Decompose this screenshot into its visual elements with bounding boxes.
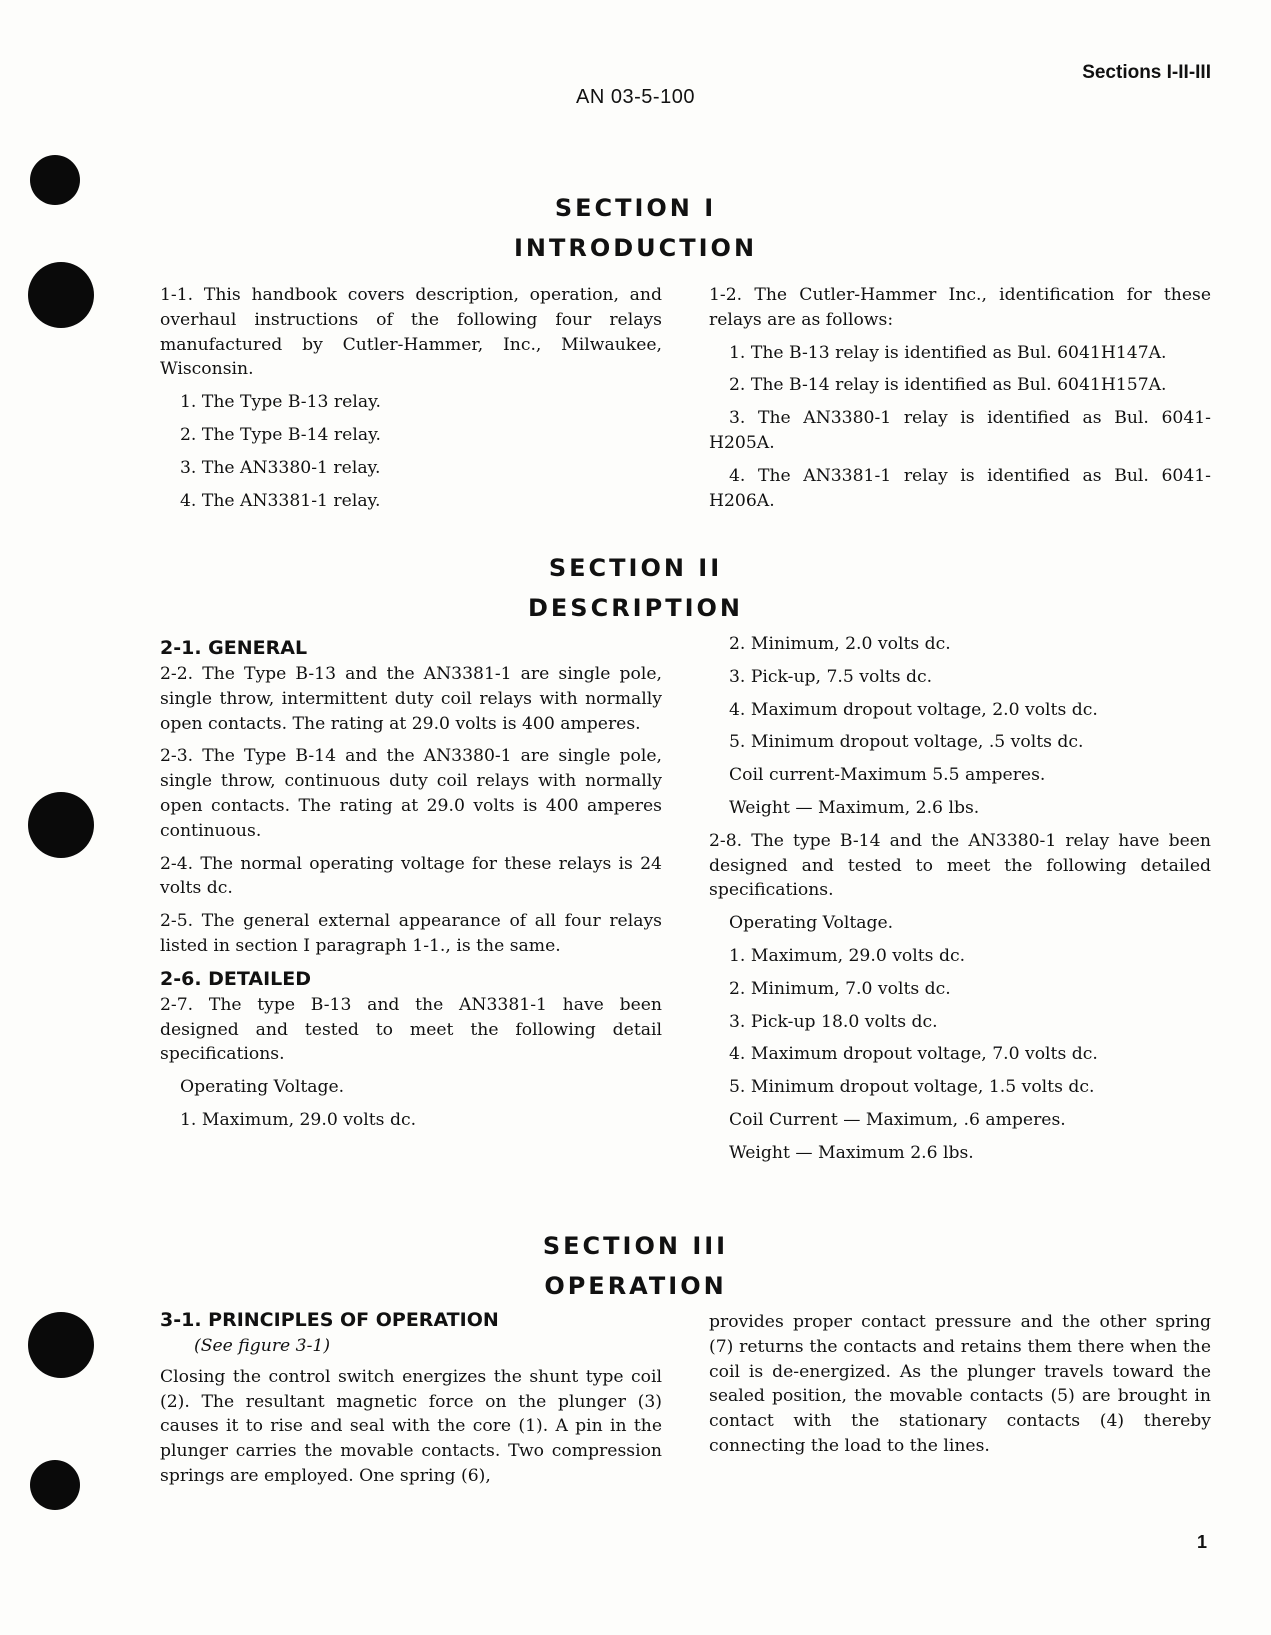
list-item: 3. The AN3380-1 relay.: [180, 457, 381, 478]
list-item: 5. Minimum dropout voltage, 1.5 volts dc.: [729, 1077, 1095, 1098]
binder-hole-5: [30, 1460, 80, 1510]
paragraph-3-1-right: provides proper contact pressure and the other spring (7) returns the contacts and retains them there when the coil is de-energized. As the plunger travels toward the sealed position, the movable contacts (5) are brought in contact with the stationary contacts (4) thereby connecting the load to the lines.: [709, 1312, 1211, 1456]
coil-current-b: Coil Current — Maximum, .6 amperes.: [729, 1109, 1066, 1130]
list-item: 5. Minimum dropout voltage, .5 volts dc.: [729, 732, 1084, 753]
list-item: 1. The B-13 relay is identified as Bul. 6041H147A.: [729, 342, 1167, 363]
figure-reference: (See figure 3-1): [194, 1336, 331, 1356]
section-2-name: DESCRIPTION: [527, 594, 743, 622]
list-item: 3. The AN3380-1 relay is identified as Bul. 6041-H205A.: [709, 408, 1211, 453]
list-item: 2. Minimum, 7.0 volts dc.: [729, 978, 951, 999]
subheading-general: 2-1. GENERAL: [160, 637, 308, 659]
section-2-title: SECTION II: [548, 554, 723, 582]
weight-b: Weight — Maximum 2.6 lbs.: [729, 1142, 974, 1163]
document-number: AN 03-5-100: [576, 86, 695, 108]
operating-voltage-label: Operating Voltage.: [729, 913, 894, 934]
list-item: 4. The AN3381-1 relay.: [180, 490, 381, 511]
section-2-right-column: [709, 632, 1211, 1174]
weight-a: Weight — Maximum, 2.6 lbs.: [729, 797, 980, 818]
section-1-right-column: [709, 283, 1211, 521]
section-3-right-column: [709, 1310, 1211, 1467]
list-item: 3. Pick-up 18.0 volts dc.: [729, 1011, 938, 1032]
paragraph-2-7: 2-7. The type B-13 and the AN3381-1 have been designed and tested to meet the following detail specifications.: [160, 994, 662, 1065]
section-1-title: SECTION I: [554, 194, 717, 222]
paragraph-3-1-left: Closing the control switch energizes the shunt type coil (2). The resultant magnetic force on the plunger (3) causes it to rise and seal with the core (1). A pin in the plunger carries the movable contacts. Two compression springs are employed. One spring (6),: [160, 1366, 662, 1486]
coil-current-a: Coil current-Maximum 5.5 amperes.: [729, 765, 1046, 786]
section-1-name: INTRODUCTION: [513, 234, 758, 262]
section-2-left-column: [160, 636, 662, 1141]
binder-hole-3: [28, 792, 94, 858]
section-1-left-column: [160, 283, 662, 521]
list-item: 4. Maximum dropout voltage, 2.0 volts dc.: [729, 699, 1098, 720]
paragraph-2-5: 2-5. The general external appearance of all four relays listed in section I paragraph 1-1., is the same.: [160, 911, 662, 956]
page-number: 1: [1196, 1532, 1207, 1552]
paragraph-1-2: 1-2. The Cutler-Hammer Inc., identification for these relays are as follows:: [709, 285, 1211, 330]
list-item: 2. The B-14 relay is identified as Bul. 6041H157A.: [729, 375, 1167, 396]
binder-hole-4: [28, 1312, 94, 1378]
list-item: 1. Maximum, 29.0 volts dc.: [729, 945, 966, 966]
section-3-name: OPERATION: [544, 1272, 727, 1300]
section-3-title: SECTION III: [542, 1232, 729, 1260]
paragraph-1-1: 1-1. This handbook covers description, operation, and overhaul instructions of the following four relays manufactured by Cutler-Hammer, Inc., Milwaukee, Wisconsin.: [160, 285, 662, 380]
list-item: 1. Maximum, 29.0 volts dc.: [180, 1109, 417, 1130]
list-item: 1. The Type B-13 relay.: [180, 392, 381, 413]
list-item: 3. Pick-up, 7.5 volts dc.: [729, 666, 933, 687]
operating-voltage-label: Operating Voltage.: [180, 1077, 345, 1098]
paragraph-2-3: 2-3. The Type B-14 and the AN3380-1 are single pole, single throw, continuous duty coil relays with normally open contacts. The rating at 29.0 volts is 400 amperes continuous.: [160, 746, 662, 841]
list-item: 4. Maximum dropout voltage, 7.0 volts dc.: [729, 1044, 1098, 1065]
list-item: 2. The Type B-14 relay.: [180, 424, 381, 445]
subheading-detailed: 2-6. DETAILED: [160, 967, 312, 990]
list-item: 2. Minimum, 2.0 volts dc.: [729, 634, 951, 654]
list-item: 4. The AN3381-1 relay is identified as Bul. 6041-H206A.: [709, 465, 1211, 511]
paragraph-2-4: 2-4. The normal operating voltage for these relays is 24 volts dc.: [160, 853, 662, 899]
sections-header: Sections I-II-III: [1082, 62, 1211, 83]
subheading-principles: 3-1. PRINCIPLES OF OPERATION: [160, 1309, 499, 1331]
paragraph-2-8: 2-8. The type B-14 and the AN3380-1 relay have been designed and tested to meet the following detailed specifications.: [709, 830, 1211, 901]
paragraph-2-2: 2-2. The Type B-13 and the AN3381-1 are single pole, single throw, intermittent duty coil relays with normally open contacts. The rating at 29.0 volts is 400 amperes.: [160, 664, 662, 734]
section-3-left-column: [160, 1308, 662, 1497]
binder-hole-2: [28, 262, 94, 328]
